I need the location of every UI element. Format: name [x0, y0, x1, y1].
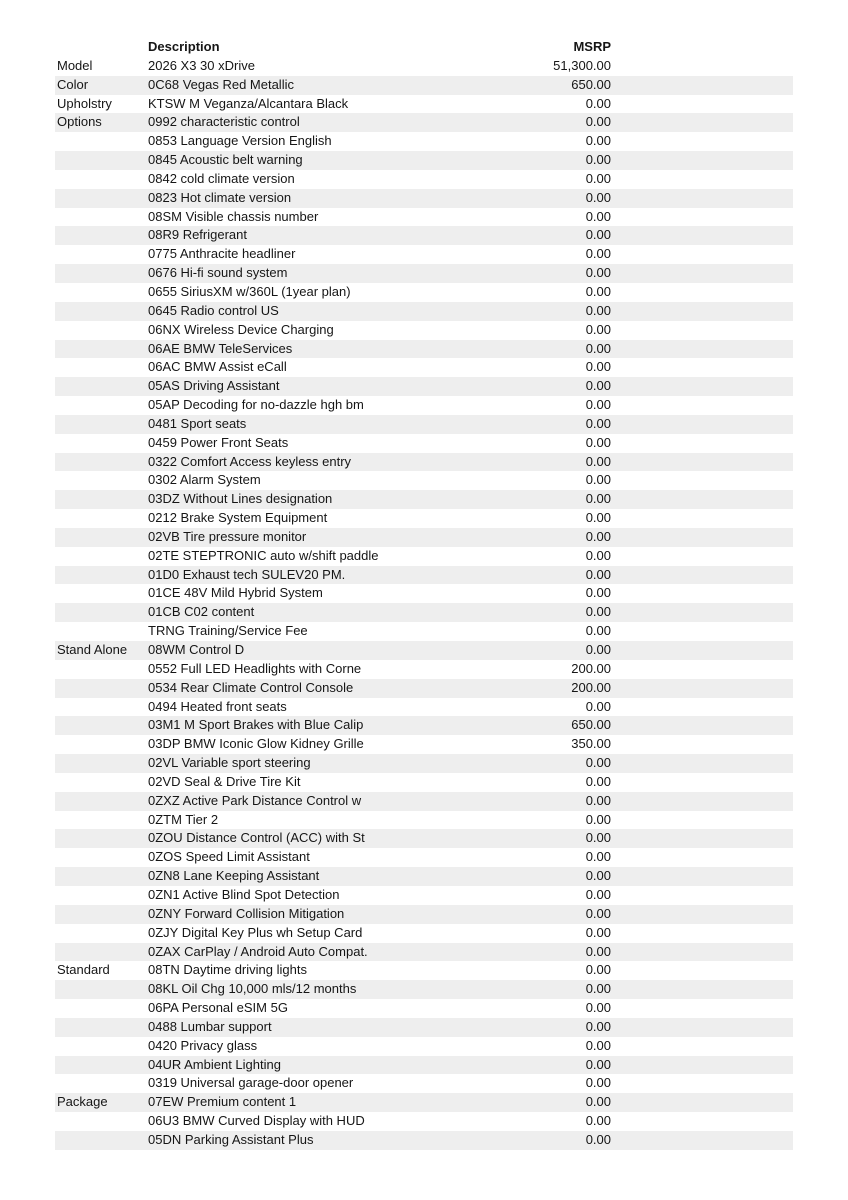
row-msrp-value: 0.00 — [585, 208, 611, 224]
row-description: 0212 Brake System Equipment — [148, 510, 328, 526]
row-description: 0845 Acoustic belt warning — [148, 152, 303, 168]
row-description: 0ZNY Forward Collision Mitigation — [148, 905, 345, 921]
row-category-label: Standard — [57, 962, 110, 978]
row-description: 0655 SiriusXM w/360L (1year plan) — [148, 283, 351, 299]
row-description: 06AE BMW TeleServices — [148, 340, 293, 356]
table-row — [55, 1018, 793, 1037]
row-msrp-value: 0.00 — [585, 321, 611, 337]
row-description: 08WM Control D — [148, 642, 245, 657]
row-msrp-value: 0.00 — [585, 962, 611, 978]
row-msrp-value: 0.00 — [585, 604, 611, 620]
row-msrp-value: 0.00 — [585, 792, 611, 808]
table-row — [55, 113, 793, 132]
row-description: 0481 Sport seats — [148, 415, 247, 431]
row-description: KTSW M Veganza/Alcantara Black — [148, 95, 349, 111]
table-row — [55, 95, 793, 114]
row-description: 0302 Alarm System — [148, 472, 261, 488]
table-row — [55, 792, 793, 811]
row-description: 01D0 Exhaust tech SULEV20 PM. — [148, 566, 346, 582]
table-row — [55, 245, 793, 264]
row-description: 0ZJY Digital Key Plus wh Setup Card — [148, 924, 363, 940]
row-description: 03DZ Without Lines designation — [148, 491, 333, 507]
table-row — [55, 999, 793, 1018]
table-row — [55, 434, 793, 453]
row-msrp-value: 0.00 — [585, 1037, 611, 1053]
row-description: 05AS Driving Assistant — [148, 378, 280, 394]
row-description: 08SM Visible chassis number — [148, 208, 319, 224]
table-row — [55, 208, 793, 227]
row-msrp-value: 0.00 — [585, 415, 611, 431]
table-row — [55, 980, 793, 999]
row-msrp-value: 0.00 — [585, 943, 611, 959]
row-description: 07EW Premium content 1 — [148, 1094, 297, 1110]
row-description: TRNG Training/Service Fee — [148, 623, 308, 639]
row-msrp-value: 0.00 — [585, 170, 611, 186]
row-description: 0ZN1 Active Blind Spot Detection — [148, 886, 340, 902]
row-msrp-value: 0.00 — [585, 528, 611, 544]
row-description: 0ZAX CarPlay / Android Auto Compat. — [148, 943, 368, 959]
table-row — [55, 1056, 793, 1075]
table-row — [55, 641, 793, 660]
row-description: 08KL Oil Chg 10,000 mls/12 months — [148, 981, 357, 997]
table-row — [55, 283, 793, 302]
row-description: 0645 Radio control US — [148, 302, 279, 318]
table-row — [55, 1074, 793, 1093]
table-row — [55, 924, 793, 943]
row-msrp-value: 0.00 — [585, 830, 611, 846]
row-category-label: Model — [57, 57, 93, 73]
row-msrp-value: 0.00 — [585, 114, 611, 130]
row-description: 0319 Universal garage-door opener — [148, 1075, 354, 1091]
row-msrp-value: 650.00 — [571, 717, 611, 733]
table-row — [55, 340, 793, 359]
table-row — [55, 848, 793, 867]
row-msrp-value: 0.00 — [585, 95, 611, 111]
row-description: 0853 Language Version English — [148, 133, 332, 149]
table-row — [55, 660, 793, 679]
table-row — [55, 811, 793, 830]
table-row — [55, 735, 793, 754]
row-msrp-value: 0.00 — [585, 886, 611, 902]
row-description: 0ZOS Speed Limit Assistant — [148, 849, 310, 865]
table-row — [55, 57, 793, 76]
table-row — [55, 1093, 793, 1112]
row-msrp-value: 350.00 — [571, 736, 611, 752]
row-description: 0494 Heated front seats — [148, 698, 287, 714]
row-msrp-value: 0.00 — [585, 623, 611, 639]
row-msrp-value: 0.00 — [585, 1094, 611, 1110]
row-description: 01CB C02 content — [148, 604, 255, 620]
row-description: 0534 Rear Climate Control Console — [148, 679, 354, 695]
row-msrp-value: 0.00 — [585, 566, 611, 582]
table-row — [55, 603, 793, 622]
row-category-label: Upholstry — [57, 95, 112, 111]
row-msrp-value: 0.00 — [585, 755, 611, 771]
row-description: 0ZXZ Active Park Distance Control w — [148, 792, 362, 808]
row-msrp-value: 0.00 — [585, 359, 611, 375]
table-row — [55, 566, 793, 585]
row-description: 0ZOU Distance Control (ACC) with St — [148, 830, 365, 846]
row-msrp-value: 0.00 — [585, 811, 611, 827]
row-msrp-value: 0.00 — [585, 585, 611, 601]
table-row — [55, 622, 793, 641]
table-row — [55, 1131, 793, 1150]
row-msrp-value: 0.00 — [585, 1018, 611, 1034]
row-description: 02TE STEPTRONIC auto w/shift paddle — [148, 547, 379, 563]
row-msrp-value: 0.00 — [585, 453, 611, 469]
table-row — [55, 1037, 793, 1056]
row-description: 06PA Personal eSIM 5G — [148, 1000, 288, 1016]
row-msrp-value: 0.00 — [585, 547, 611, 563]
row-description: 0C68 Vegas Red Metallic — [148, 76, 294, 92]
row-description: 0842 cold climate version — [148, 170, 295, 186]
table-row — [55, 453, 793, 472]
table-row — [55, 189, 793, 208]
row-category-label: Color — [57, 76, 89, 92]
row-description: 0992 characteristic control — [148, 114, 300, 130]
row-msrp-value: 0.00 — [585, 265, 611, 281]
row-msrp-value: 0.00 — [585, 1075, 611, 1091]
row-description: 0775 Anthracite headliner — [148, 246, 296, 262]
row-category-label: Stand Alone — [57, 642, 128, 657]
table-row — [55, 358, 793, 377]
row-description: 02VB Tire pressure monitor — [148, 528, 307, 544]
row-msrp-value: 0.00 — [585, 924, 611, 940]
table-row — [55, 170, 793, 189]
row-description: 0322 Comfort Access keyless entry — [148, 453, 352, 469]
table-row — [55, 151, 793, 170]
row-description: 03M1 M Sport Brakes with Blue Calip — [148, 717, 364, 733]
row-description: 0488 Lumbar support — [148, 1018, 272, 1034]
row-description: 02VL Variable sport steering — [148, 755, 311, 771]
row-description: 0676 Hi-fi sound system — [148, 265, 288, 281]
row-msrp-value: 0.00 — [585, 1000, 611, 1016]
header-description: Description — [148, 39, 220, 54]
row-msrp-value: 0.00 — [585, 472, 611, 488]
row-msrp-value: 0.00 — [585, 378, 611, 394]
row-msrp-value: 650.00 — [571, 76, 611, 92]
row-msrp-value: 0.00 — [585, 1056, 611, 1072]
row-msrp-value: 0.00 — [585, 189, 611, 205]
table-row — [55, 415, 793, 434]
row-msrp-value: 0.00 — [585, 868, 611, 884]
row-description: 0823 Hot climate version — [148, 189, 292, 205]
row-msrp-value: 0.00 — [585, 1113, 611, 1129]
table-row — [55, 302, 793, 321]
row-description: 08TN Daytime driving lights — [148, 962, 307, 978]
row-msrp-value: 0.00 — [585, 981, 611, 997]
table-row — [55, 1112, 793, 1131]
row-msrp-value: 0.00 — [585, 905, 611, 921]
row-msrp-value: 0.00 — [585, 510, 611, 526]
row-msrp-value: 0.00 — [585, 434, 611, 450]
row-description: 05AP Decoding for no-dazzle hgh bm — [148, 397, 364, 413]
table-row — [55, 829, 793, 848]
row-description: 05DN Parking Assistant Plus — [148, 1131, 314, 1147]
row-description: 2026 X3 30 xDrive — [148, 57, 255, 73]
table-row — [55, 716, 793, 735]
row-category-label: Options — [57, 114, 102, 130]
row-msrp-value: 200.00 — [571, 660, 611, 676]
row-msrp-value: 0.00 — [585, 1131, 611, 1147]
table-row — [55, 773, 793, 792]
table-row — [55, 396, 793, 415]
row-description: 02VD Seal & Drive Tire Kit — [148, 773, 301, 789]
row-msrp-value: 0.00 — [585, 491, 611, 507]
table-row — [55, 754, 793, 773]
table-row — [55, 679, 793, 698]
row-description: 06NX Wireless Device Charging — [148, 321, 334, 337]
row-msrp-value: 0.00 — [585, 152, 611, 168]
row-description: 06U3 BMW Curved Display with HUD — [148, 1113, 365, 1129]
table-row — [55, 377, 793, 396]
row-msrp-value: 0.00 — [585, 283, 611, 299]
row-description: 08R9 Refrigerant — [148, 227, 247, 243]
row-msrp-value: 0.00 — [585, 642, 611, 657]
row-category-label: Package — [57, 1094, 108, 1110]
row-description: 06AC BMW Assist eCall — [148, 359, 287, 375]
table-row — [55, 226, 793, 245]
row-msrp-value: 0.00 — [585, 698, 611, 714]
row-description: 01CE 48V Mild Hybrid System — [148, 585, 323, 601]
table-body — [55, 57, 793, 1150]
table-row — [55, 321, 793, 340]
table-row — [55, 584, 793, 603]
table-row — [55, 943, 793, 962]
vehicle-options-table — [55, 38, 793, 1150]
table-row — [55, 471, 793, 490]
table-row — [55, 528, 793, 547]
row-msrp-value: 0.00 — [585, 302, 611, 318]
row-msrp-value: 0.00 — [585, 397, 611, 413]
table-row — [55, 961, 793, 980]
row-description: 0ZN8 Lane Keeping Assistant — [148, 868, 320, 884]
row-description: 03DP BMW Iconic Glow Kidney Grille — [148, 736, 364, 752]
row-msrp-value: 200.00 — [571, 679, 611, 695]
row-description: 0ZTM Tier 2 — [148, 811, 219, 827]
row-msrp-value: 0.00 — [585, 849, 611, 865]
row-msrp-value: 0.00 — [585, 246, 611, 262]
table-row — [55, 698, 793, 717]
row-description: 0552 Full LED Headlights with Corne — [148, 660, 362, 676]
row-msrp-value: 0.00 — [585, 340, 611, 356]
table-row — [55, 867, 793, 886]
row-description: 0420 Privacy glass — [148, 1037, 258, 1053]
row-description: 0459 Power Front Seats — [148, 434, 289, 450]
row-msrp-value: 0.00 — [585, 773, 611, 789]
header-msrp: MSRP — [573, 39, 611, 54]
row-msrp-value: 0.00 — [585, 133, 611, 149]
table-row — [55, 905, 793, 924]
row-msrp-value: 0.00 — [585, 227, 611, 243]
table-row — [55, 547, 793, 566]
table-row — [55, 132, 793, 151]
row-msrp-value: 51,300.00 — [553, 57, 611, 73]
table-row — [55, 264, 793, 283]
row-description: 04UR Ambient Lighting — [148, 1056, 281, 1072]
table-row — [55, 886, 793, 905]
table-row — [55, 509, 793, 528]
table-row — [55, 490, 793, 509]
table-row — [55, 76, 793, 95]
table-header-row — [55, 38, 793, 57]
